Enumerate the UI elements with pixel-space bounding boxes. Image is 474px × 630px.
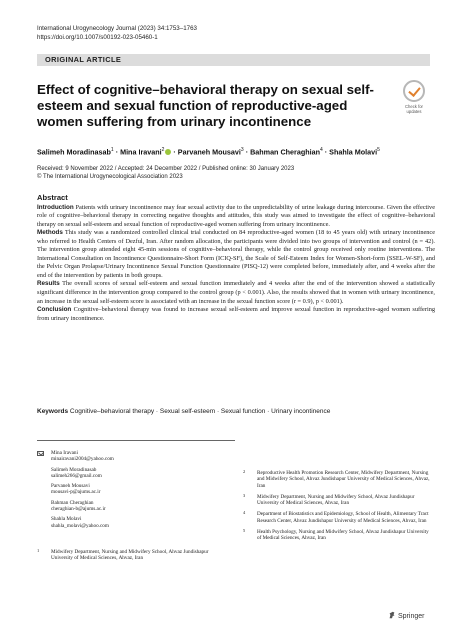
contact-entry	[37, 500, 237, 513]
contact-name: Mina Iravani	[51, 450, 78, 456]
author-name[interactable]: Bahman Cheraghian	[250, 147, 320, 157]
contact-entry	[37, 450, 237, 463]
affiliation-entry	[243, 470, 433, 489]
affiliations-right	[243, 470, 433, 547]
article-type-banner: ORIGINAL ARTICLE	[37, 54, 430, 66]
affiliations-left	[37, 549, 227, 567]
springer-horse-icon	[388, 611, 396, 619]
author-list: Salimeh Moradinasab$^1$ · Mina Iravani$^2$ · Parvaneh Mousavi$^3$ · Bahman Cheraghian$^4$ · Shahla Molavi$^5$	[37, 147, 380, 157]
author-name[interactable]: Mina Iravani	[120, 147, 162, 157]
publisher-logo	[388, 611, 424, 620]
contact-email[interactable]: salimeh266@gmail.com	[51, 472, 102, 479]
journal-header	[37, 24, 197, 42]
check-updates-icon	[403, 80, 425, 102]
footnote-divider	[37, 440, 235, 441]
contact-name: Shahla Molavi	[51, 516, 82, 523]
envelope-icon	[37, 451, 44, 456]
methods-label: Methods	[37, 229, 63, 237]
check-updates-line1: Check for	[405, 104, 423, 109]
contact-email[interactable]: cheraghian-b@ajums.ac.ir	[51, 506, 106, 513]
doi-link[interactable]: https://doi.org/10.1007/s00192-023-05460-1	[37, 34, 158, 41]
introduction-text: Patients with urinary incontinence may fear sexual activity due to the unpredictability of urine leakage during intercourse. Given the effective role of cognitive–behavioral therapy in correcting negative thoughts and attitudes, this study was aimed to investigate the effect of cognitive–behavioral therapy on sexual self-esteem and sexual function of reproductive-aged women suffering from urinary incontinence.	[37, 203, 435, 228]
abstract-introduction	[37, 204, 435, 230]
abstract-heading: Abstract	[37, 193, 68, 202]
affiliation-number: 4	[243, 510, 246, 516]
abstract-conclusion	[37, 306, 435, 323]
publisher-name: Springer	[398, 613, 425, 620]
affiliation-entry	[243, 511, 433, 524]
contact-entry	[37, 467, 237, 480]
methods-text: This study was a randomized controlled clinical trial conducted on 84 reproductive-aged women (18 to 45 years old) with urinary incontinence who referred to Health Centers of Dezful, Iran. After random allocation, the participants were divided into two groups of intervention and control (n = 42). The intervention group attended eight 45-min sessions of cognitive–behavioral therapy, while the control group received only routine interventions. The International Consultation on Incontinence Questionnaire-Short Form (ICIQ-SF), the Scale of Self-Esteem Index for Women-Short-form (SSEL-W-SF), and the Pelvic Organ Prolapse/Urinary Incontinence Sexual Function Questionnaire (PISQ-12) were completed before, immediately after, and 4 weeks after the end of the intervention by patients in both groups.	[37, 229, 435, 279]
contact-email[interactable]: mousavi-p@ajums.ac.ir	[51, 489, 101, 496]
introduction-label: Introduction	[37, 203, 74, 211]
affiliation-text: Midwifery Department, Nursing and Midwifery School, Ahvaz Jundishapur University of Medical Sciences, Ahvaz, Iran	[51, 549, 209, 562]
check-for-updates-badge[interactable]	[394, 80, 434, 114]
article-title: Effect of cognitive–behavioral therapy on sexual self-esteem and sexual function of reproductive-aged women suffering from urinary incontinence	[37, 82, 374, 129]
affiliation-entry	[243, 529, 433, 542]
affiliation-text: Department of Biostatistics and Epidemiology, School of Health, Alimentary Tract Research Center, Ahvaz Jundishapur University of Medical Sciences, Ahvaz, Iran	[257, 511, 429, 524]
contact-name: Bahman Cheraghian	[51, 499, 94, 506]
results-text: The overall scores of sexual self-esteem and sexual function immediately and 4 weeks after the end of the intervention showed a statistically significant difference in the intervention group compared to the control group (p < 0.001). Also, the results showed that in women with urinary incontinence, an increase in the sexual self-esteem score is associated with an increase in the sexual function score (r = 0.9), p < 0.001).	[37, 280, 435, 305]
author-affiliation-number: 2	[161, 147, 165, 153]
author-affiliation-number: 4	[320, 147, 323, 153]
abstract-section	[37, 194, 435, 323]
affiliation-text: Midwifery Department, Nursing and Midwifery School, Ahvaz Jundishapur University of Medical Sciences, Ahvaz, Iran	[257, 493, 415, 507]
contact-name: Salimeh Moradinasab	[51, 466, 97, 473]
abstract-results	[37, 280, 435, 306]
affiliation-number: 5	[243, 528, 246, 534]
contact-name: Parvaneh Mousavi	[51, 483, 90, 490]
affiliation-number: 3	[243, 492, 246, 498]
results-label: Results	[37, 280, 60, 288]
conclusion-label: Conclusion	[37, 306, 72, 314]
affiliation-number: 2	[243, 469, 246, 474]
contact-list	[37, 450, 237, 533]
keywords-section	[37, 407, 435, 416]
conclusion-text: Cognitive–behavioral therapy was found to increase sexual self-esteem and improve sexual function in reproductive-aged women suffering from urinary incontinence.	[37, 306, 435, 322]
author-affiliation-number: 3	[240, 147, 244, 153]
affiliation-entry	[243, 494, 433, 507]
journal-citation: International Urogynecology Journal (2023) 34:1753–1763	[37, 25, 197, 32]
author-affiliation-number: 1	[110, 147, 114, 153]
contact-entry	[37, 516, 237, 529]
affiliation-text: Reproductive Health Promotion Research Center, Midwifery Department, Nursing and Midwifery School, Ahvaz Jundishapur University of Medical Sciences, Ahvaz, Iran	[257, 470, 430, 489]
affiliation-number: 1	[37, 548, 40, 553]
affiliation-text: Health Psychology, Nursing and Midwifery School, Ahvaz Jundishapur University of Medical Sciences, Ahvaz, Iran	[257, 529, 429, 542]
author-name[interactable]: Parvaneh Mousavi	[177, 147, 241, 157]
copyright-notice: © The International Urogynecological Association 2023	[37, 174, 183, 181]
contact-entry	[37, 483, 237, 496]
author-name[interactable]: Salimeh Moradinasab	[37, 147, 111, 157]
contact-email[interactable]: minairavani2004@yahoo.com	[51, 456, 114, 463]
date-history: Received: 9 November 2022 / Accepted: 24 December 2022 / Published online: 30 January 2023	[37, 166, 295, 172]
contact-email[interactable]: shahla_molavi@yahoo.com	[51, 522, 109, 529]
keywords-label: Keywords	[37, 408, 69, 415]
publication-dates	[37, 165, 447, 181]
check-updates-line2: updates	[406, 109, 422, 114]
keywords-text: Cognitive–behavioral therapy · Sexual self-esteem · Sexual function · Urinary incontinence	[69, 408, 331, 415]
orcid-icon[interactable]	[165, 149, 171, 155]
affiliation-entry	[37, 549, 227, 562]
abstract-methods	[37, 229, 435, 280]
author-name[interactable]: Shahla Molavi	[329, 147, 378, 157]
author-affiliation-number: 5	[377, 147, 380, 153]
